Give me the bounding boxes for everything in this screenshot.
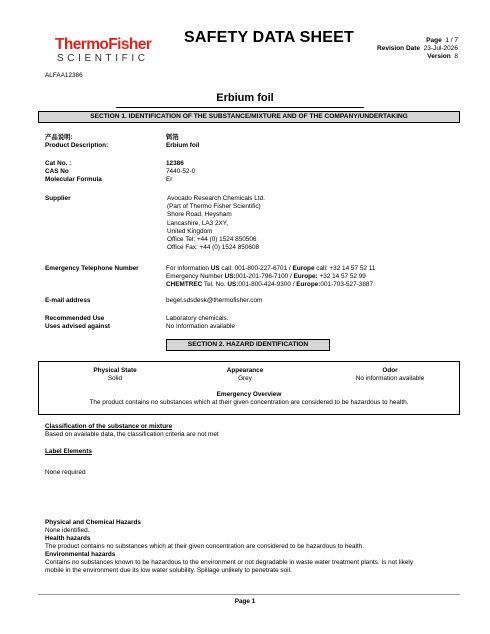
supplier-line: Avocado Research Chemicals Ltd. (167, 195, 265, 202)
formula-value: Er (166, 176, 173, 183)
product-description-value: Erbium foil (166, 142, 200, 149)
footer-divider (38, 594, 460, 595)
environmental-hazards-text-2: mobile in the environment due its low water solubility. Spillage unlikely to penetrate soil. (45, 567, 292, 574)
supplier-label: Supplier (45, 195, 71, 202)
section-2-header: SECTION 2. HAZARD IDENTIFICATION (166, 339, 330, 351)
thermo-fisher-logo: ThermoFisher (55, 36, 152, 53)
email-label: E-mail address (45, 297, 91, 304)
supplier-line: Shore Road, Heysham (167, 211, 232, 219)
environmental-hazards-text-1: Contains no substances known to be hazardous to the environment or not degradable in waste water treatment plants. Is not likely (45, 559, 414, 566)
thermo-fisher-logo-subtitle: SCIENTIFIC (57, 53, 149, 64)
physical-state-value: Solid (107, 375, 123, 382)
cjk-label: 产品说明: (45, 134, 73, 141)
physical-chemical-hazards-label: Physical and Chemical Hazards (45, 519, 141, 526)
emergency-line-1: For information US call: 001-800-227-6701 / Europe call: +32 14 57 52 11 (166, 265, 376, 272)
odor-label: Odor (382, 367, 398, 374)
appearance-label: Appearance (226, 367, 264, 374)
document-code: ALFAA12386 (45, 72, 83, 79)
document-title: SAFETY DATA SHEET (184, 29, 354, 46)
cat-no-label: Cat No. : (45, 160, 72, 167)
physical-state-label: Physical State (93, 367, 137, 374)
emergency-overview-label: Emergency Overview (216, 391, 282, 398)
product-description-label: Product Description: (45, 142, 109, 149)
cjk-value: 铒箔 (166, 134, 179, 141)
classification-text: Based on available data, the classification criteria are not met (45, 431, 219, 438)
health-hazards-text: The product contains no substances which at their given concentration are considered to be hazardous to health. (45, 543, 365, 550)
emergency-phone-numbers (166, 265, 375, 290)
supplier-line: United Kingdom (167, 227, 213, 235)
uses-advised-against-label: Uses advised against (45, 323, 111, 330)
emergency-overview-text: The product contains no substances which at their given concentration are considered to be hazardous to health. (89, 399, 409, 406)
physical-chemical-hazards-text: None identified. (45, 527, 90, 534)
label-elements-label: Label Elements (45, 448, 92, 455)
appearance-value: Grey (238, 375, 252, 382)
formula-label: Molecular Formula (45, 176, 102, 183)
supplier-address (167, 195, 265, 252)
supplier-line: Office Fax: +44 (0) 1524 850608 (167, 244, 260, 252)
emergency-line-3: CHEMTREC Tel. No. US:001-800-424-9300 / Europe:001-703-527-3887 (166, 281, 374, 289)
uses-advised-against-value: No Information available (166, 323, 235, 330)
supplier-line: Office Tel: +44 (0) 1524 850506 (167, 236, 257, 244)
emergency-line-2: Emergency Number US:001-201-796-7100 / Europe: +32 14 57 52 99 (166, 273, 366, 281)
odor-value: No information available (355, 375, 425, 382)
section-1-header: SECTION 1. IDENTIFICATION OF THE SUBSTANCE/MIXTURE AND OF THE COMPANY/UNDERTAKING (38, 111, 460, 123)
emergency-phone-label: Emergency Telephone Number (45, 265, 139, 272)
product-name-underline (116, 107, 364, 108)
page-indicator: Page 1 / 7 (426, 37, 458, 44)
classification-label: Classification of the substance or mixture (45, 423, 173, 430)
cas-label: CAS No (45, 168, 69, 175)
environmental-hazards-label: Environmental hazards (45, 551, 116, 558)
recommended-use-value: Laboratory chemicals. (166, 315, 229, 322)
cat-no-value: 12386 (166, 160, 184, 167)
supplier-line: Lancashire, LA3 2XY, (167, 219, 228, 227)
recommended-use-label: Recommended Use (45, 315, 105, 322)
health-hazards-label: Health hazards (45, 535, 91, 542)
cas-value: 7440-52-0 (166, 168, 196, 175)
email-value[interactable]: begel.sdsdesk@thermofisher.com (166, 297, 263, 304)
footer-page-number: Page 1 (234, 598, 256, 605)
label-elements-text: None required (45, 469, 86, 476)
version: Version 8 (427, 53, 458, 60)
product-name: Erbium foil (216, 92, 274, 104)
revision-date: Revision Date 23-Jul-2026 (377, 45, 458, 52)
supplier-line: (Part of Thermo Fisher Scientific) (167, 203, 261, 211)
